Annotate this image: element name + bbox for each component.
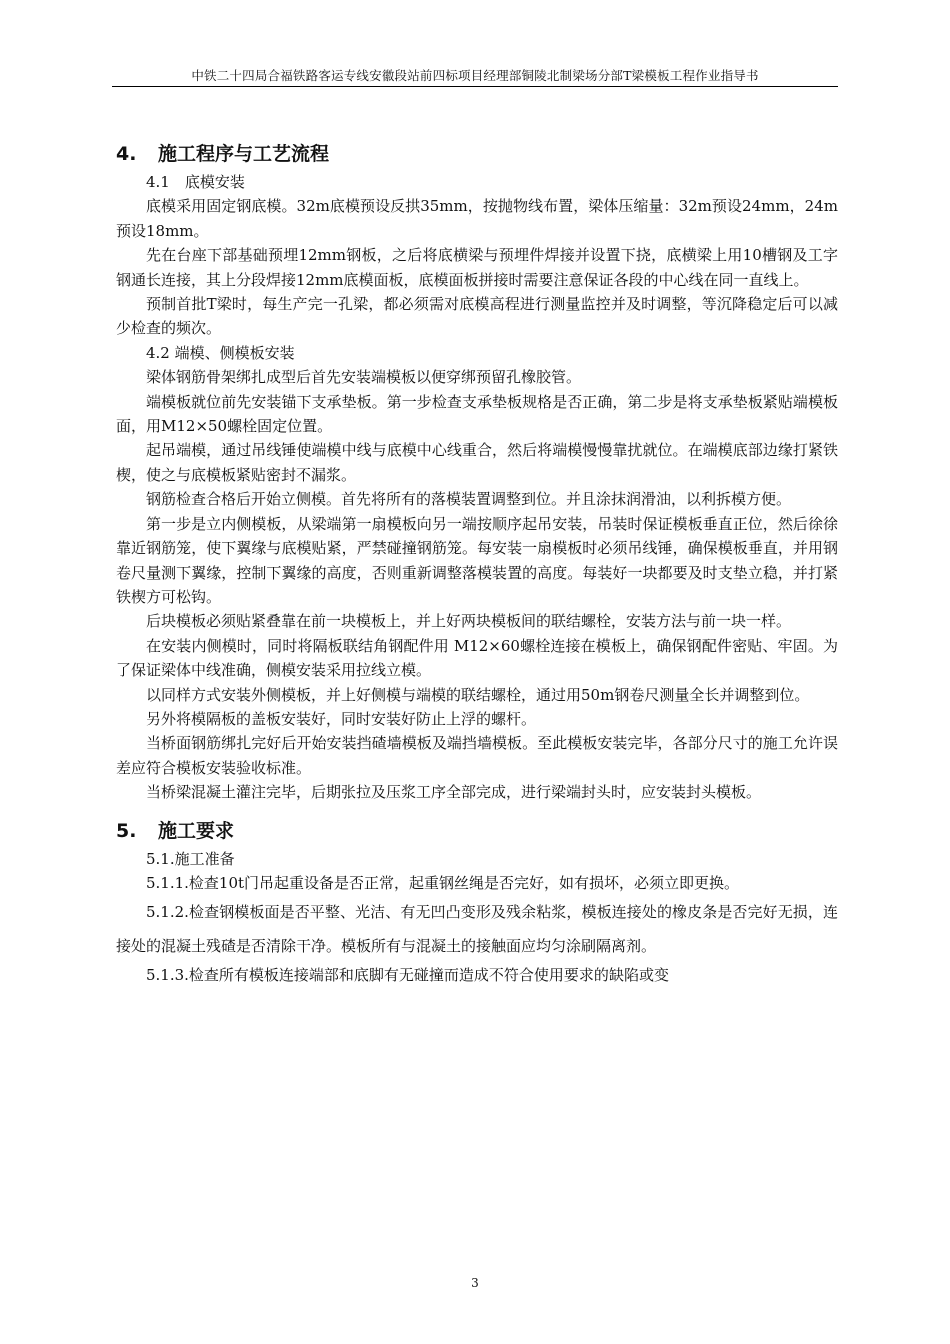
section-5-number: 5. — [116, 819, 137, 842]
paragraph: 另外将模隔板的盖板安装好，同时安装好防止上浮的螺杆。 — [146, 709, 537, 728]
paragraph: 以同样方式安装外侧模板，并上好侧模与端模的联结螺栓，通过用50m钢卷尺测量全长并调整到位。 — [146, 685, 810, 704]
paragraph: 5.1.1.检查10t门吊起重设备是否正常，起重钢丝绳是否完好，如有损坏，必须立即更换。 — [146, 873, 740, 892]
paragraph: 5.1.2.检查钢模板面是否平整、光洁、有无凹凸变形及残余粘浆，模板连接处的橡皮条是否完好无损，连接处的混凝土残碴是否清除干净。模板所有与混凝土的接触面应均匀涂刷隔离剂。 — [116, 903, 838, 956]
paragraph: 当桥梁混凝土灌注完毕，后期张拉及压浆工序全部完成，进行梁端封头时，应安装封头模板。 — [146, 783, 762, 802]
paragraph: 起吊端模，通过吊线锤使端模中线与底模中心线重合，然后将端模慢慢靠扰就位。在端模底部边缘打紧铁楔，使之与底模板紧贴密封不漏浆。 — [116, 441, 838, 484]
paragraph: 梁体钢筋骨架绑扎成型后首先安装端模板以便穿绑预留孔橡胶管。 — [146, 368, 582, 387]
section-5-heading — [116, 815, 838, 847]
page-number: 3 — [471, 1276, 479, 1290]
paragraph: 后块模板必须贴紧叠靠在前一块模板上，并上好两块模板间的联结螺栓，安装方法与前一块一样。 — [146, 612, 792, 631]
paragraph: 端模板就位前先安装锚下支承垫板。第一步检查支承垫板规格是否正确，第二步是将支承垫板紧贴端模板面，用M12×50螺栓固定位置。 — [116, 392, 838, 436]
header-divider — [112, 86, 838, 87]
section-5-title: 施工要求 — [158, 819, 235, 842]
paragraph: 预制首批T梁时，每生产完一孔梁，都必须需对底模高程进行测量监控并及时调整，等沉降稳定后可以减少检查的频次。 — [116, 295, 838, 338]
paragraph: 当桥面钢筋绑扎完好后开始安装挡碴墙模板及端挡墙模板。至此模板安装完毕，各部分尺寸的施工允许误差应符合模板安装验收标准。 — [116, 734, 838, 777]
subsection-4-2-heading: 4.2 端模、侧模板安装 — [146, 343, 295, 362]
paragraph: 5.1.3.检查所有模板连接端部和底脚有无碰撞而造成不符合使用要求的缺陷或变 — [146, 966, 669, 985]
section-4-heading — [116, 138, 838, 170]
paragraph: 底模采用固定钢底模。32m底模预设反拱35mm，按抛物线布置，梁体压缩量：32m预设24mm，24m预设18mm。 — [116, 197, 838, 240]
paragraph: 第一步是立内侧模板，从梁端第一扇模板向另一端按顺序起吊安装，吊装时保证模板垂直正位，然后徐徐靠近钢筋笼，使下翼缘与底模贴紧，严禁碰撞钢筋笼。每安装一扇模板时必须吊线锤，确保模板垂直，并用钢卷尺量测下翼缘，控制下翼缘的高度，否则重新调整落模装置的高度。每装好一块都要及时支垫立稳，并打紧铁楔方可松钩。 — [116, 514, 838, 606]
subsection-5-1-heading: 5.1.施工准备 — [146, 849, 235, 868]
paragraph: 在安装内侧模时，同时将隔板联结角钢配件用 M12×60螺栓连接在模板上，确保钢配件密贴、牢固。为了保证梁体中线准确，侧模安装采用拉线立模。 — [116, 636, 838, 680]
document-body — [116, 138, 838, 988]
subsection-4-1-heading: 4.1 底模安装 — [146, 173, 245, 191]
running-header: 中铁二十四局合福铁路客运专线安徽段站前四标项目经理部铜陵北制梁场分部T梁模板工程作业指导书 — [191, 68, 759, 83]
section-4-title: 施工程序与工艺流程 — [158, 143, 330, 165]
paragraph: 先在台座下部基础预埋12mm钢板，之后将底横梁与预埋件焊接并设置下挠，底横梁上用10槽钢及工字钢通长连接，其上分段焊接12mm底模面板，底模面板拼接时需要注意保证各段的中心线在同一直线上。 — [116, 246, 838, 289]
paragraph: 钢筋检查合格后开始立侧模。首先将所有的落模装置调整到位。并且涂抹润滑油，以利拆模方便。 — [146, 490, 792, 509]
section-4-number: 4. — [116, 143, 137, 165]
